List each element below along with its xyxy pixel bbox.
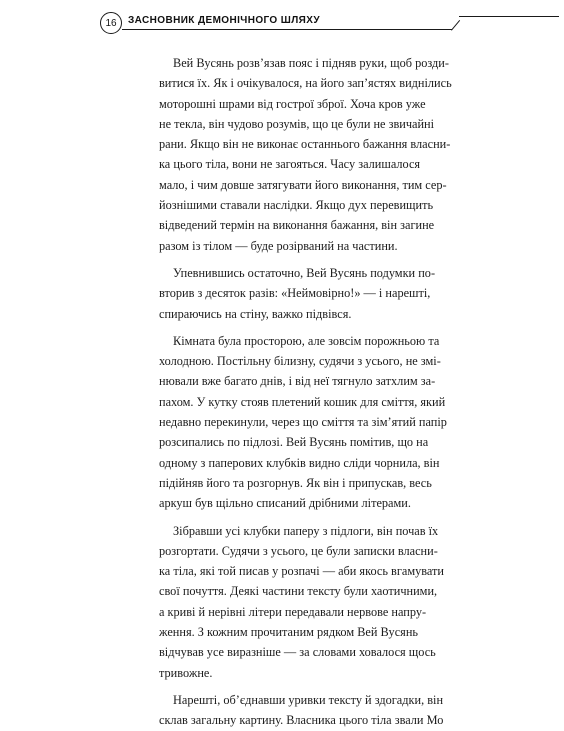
- text-line: холодною. Постільну білизну, судячи з усього, не змі-: [159, 354, 441, 369]
- text-line: відчував усе виразніше — за словами ховалося щось: [159, 645, 436, 660]
- text-line: Вей Вусянь розв’язав пояс і підняв руки, щоб розди-: [173, 56, 449, 70]
- text-line: тривожне.: [159, 665, 213, 680]
- header-rule-end: [459, 16, 559, 17]
- text-line: моторошні шрами від гострої зброї. Хоча кров уже: [159, 96, 426, 111]
- text-line: Упевнившись остаточно, Вей Вусянь подумки по-: [173, 265, 436, 280]
- text-line: разом із тілом — буде розірваний на частини.: [159, 238, 398, 253]
- running-header: [100, 12, 460, 36]
- text-line: пахом. У кутку стояв плетений кошик для сміття, який: [159, 394, 446, 409]
- text-line: Кімната була просторою, але зовсім порожньою та: [173, 333, 440, 348]
- text-line: склав загальну картину. Власника цього тіла звали Мо: [159, 713, 444, 728]
- text-line: розсипались по підлозі. Вей Вусянь помітив, що на: [159, 435, 429, 450]
- text-line: спираючись на стіну, важко підвівся.: [159, 306, 352, 321]
- text-line: ка цього тіла, вони не загояться. Часу залишалося: [159, 157, 421, 172]
- text-line: Зібравши усі клубки паперу з підлоги, він почав їх: [173, 523, 439, 538]
- paragraph: [159, 53, 452, 256]
- text-line: йознішими ставали наслідки. Якщо дух перевищить: [159, 198, 434, 213]
- paragraph: [159, 690, 444, 731]
- text-line: рани. Якщо він не виконає останнього бажання власни-: [159, 137, 451, 152]
- text-line: витися їх. Як і очікувалося, на його зап’ястях виднілись: [159, 76, 452, 91]
- paragraph: [159, 263, 436, 324]
- text-line: вторив з десяток разів: «Неймовірно!» — і нарешті,: [159, 286, 431, 301]
- text-line: підійняв його та розгорнув. Як він і припускав, весь: [159, 475, 432, 490]
- text-line: а криві й нерівні літери передавали нервове напру-: [159, 604, 427, 619]
- text-line: відведений термін на виконання бажання, він загине: [159, 218, 435, 233]
- running-title: ЗАСНОВНИК ДЕМОНІЧНОГО ШЛЯХУ: [128, 15, 320, 26]
- paragraph: [159, 521, 445, 683]
- text-line: не текла, він чудово розумів, що це були не звичайні: [159, 116, 435, 131]
- header-rule-slant: [451, 20, 460, 31]
- text-line: недавно перекинули, через що сміття та зім’ятий папір: [159, 415, 447, 430]
- text-line: одному з паперових клубків видно сліди чорнила, він: [159, 455, 440, 470]
- paragraph: [159, 331, 447, 514]
- text-line: ка тіла, які той писав у розпачі — аби якось вгамувати: [159, 564, 445, 579]
- header-rule: [122, 29, 452, 30]
- text-line: розгортати. Судячи з усього, це були записки власни-: [159, 543, 438, 558]
- text-line: свої почуття. Деякі частини тексту були хаотичними,: [159, 584, 438, 599]
- text-line: Нарешті, об’єднавши уривки тексту й здогадки, він: [173, 692, 444, 707]
- text-line: мало, і чим довше затягувати його виконання, тим сер-: [159, 177, 447, 192]
- page-number: 16: [100, 12, 122, 34]
- text-line: нювали вже багато днів, і від неї тягнуло затхлим за-: [159, 374, 436, 389]
- text-line: аркуш був щільно списаний дрібними літерами.: [159, 496, 411, 511]
- body-text: [159, 53, 452, 731]
- text-line: ження. З кожним прочитаним рядком Вей Вусянь: [159, 625, 419, 640]
